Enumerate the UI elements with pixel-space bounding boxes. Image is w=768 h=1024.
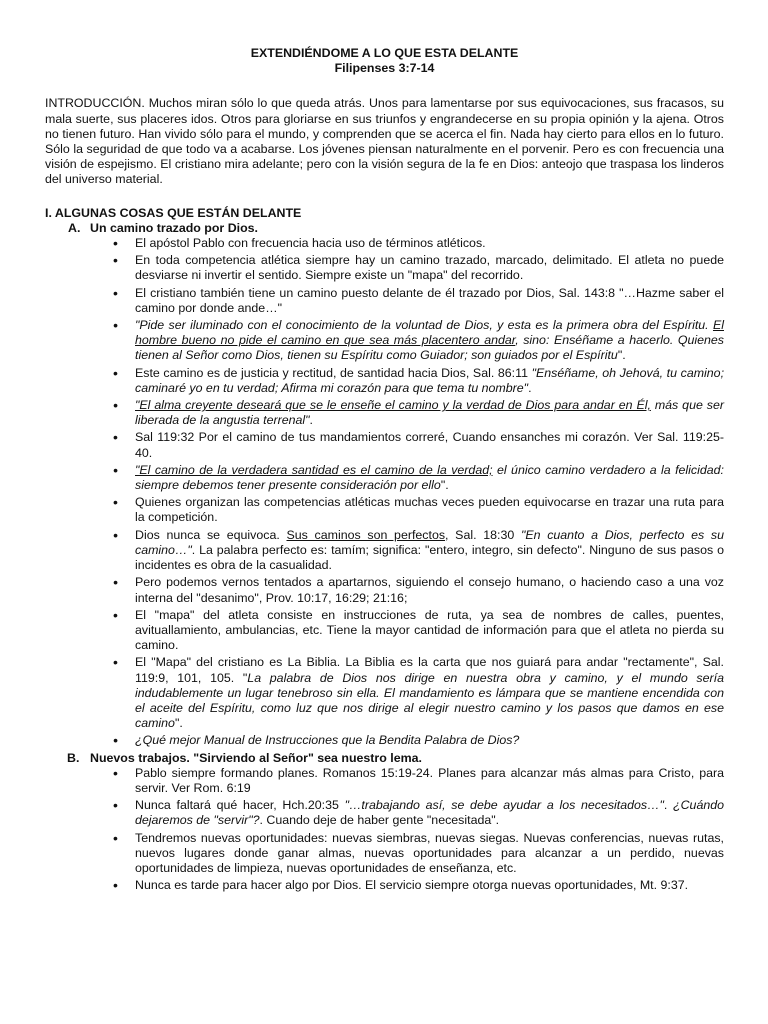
document-subtitle: Filipenses 3:7-14 [334,61,435,76]
subsection-letter: A. [68,220,81,235]
list-item-text: . [663,798,674,813]
quote-close: ". [440,478,449,493]
quote-text: más que ser liberada de la angustia terrenal" [135,398,724,428]
section-heading-1: I. ALGUNAS COSAS QUE ESTÁN DELANTE [45,205,302,220]
list-item [135,286,724,316]
list-item [135,766,724,796]
quote-text: "En cuanto a Dios, perfecto es su camino…" [135,527,724,557]
underlined-quote: El hombre bueno no pide el camino en que sea más placentero andar [135,318,724,348]
document-title: EXTENDIÉNDOME A LO QUE ESTA DELANTE [250,46,519,60]
list-item-text: El "Mapa" del cristiano es La Biblia. La Biblia es la carta que nos guiará para andar "rectamente", Sal. 119:9, 101, 105. " [135,655,724,685]
list-item [135,878,724,893]
list-item [135,430,724,460]
list-item [135,733,724,748]
list-item-text: Dios nunca se equivoca. [135,527,287,542]
list-item-text: ". [174,716,183,731]
quote-close: ". [617,348,626,363]
list-item-text: ¿Qué mejor Manual de Instrucciones que la Bendita Palabra de Dios? [135,733,520,748]
quote-text: "Enséñame, oh Jehová, tu camino; caminaré yo en tu verdad; Afirma mi corazón para que tema tu nombre" [135,365,725,395]
introduction-paragraph: INTRODUCCIÓN. Muchos miran sólo lo que queda atrás. Unos para lamentarse por sus equivocaciones, sus fracasos, su mala suerte, sus placeres idos. Otros para gloriarse en sus triunfos y engrandecerse en su propia opinión y la ajena. Otros no tienen futuro. Han vivido sólo para el mundo, y comprenden que se acerca el fin. Nada hay cierto para ellos en lo futuro. Sólo la seguridad de que todo va a acabarse. Los jóvenes piensan naturalmente en el porvenir. Pero es con frecuencia una visión de espejismo. El cristiano mira adelante; pero con la visión segura de la fe en Dios: anteojo que traspasa los linderos del universo material. [45,96,724,187]
list-item-text: Pablo siempre formando planes. Romanos 15:19-24. Planes para alcanzar más almas para Cristo, para servir. Ver Rom. 6:19 [135,765,724,795]
list-item-text: En toda competencia atlética siempre hay un camino trazado, marcado, delimitado. El atleta no puede desviarse ni invertir el sentido. Siempre existe un "mapa" del recorrido. [135,253,724,283]
subsection-heading-a [68,221,724,236]
list-item [135,253,724,283]
list-item-text: . [528,380,532,395]
list-item-text: El cristiano también tiene un camino puesto delante de él trazado por Dios, Sal. 143:8 "…Hazme saber el camino por donde ande…" [135,285,724,315]
quote-close: . [309,413,313,428]
list-item-text: Quienes organizan las competencias atléticas muchas veces pueden equivocarse en trazar una ruta para la competición. [135,495,724,525]
list-item [135,463,724,493]
quote-text: "…trabajando así, se debe ayudar a los necesitados…" [344,798,664,813]
list-item-text: . La palabra perfecto es: tamím; significa: "entero, integro, sin defecto". Ninguno de sus pasos o incidentes es obra de la casualidad. [135,542,724,573]
list-item [135,528,724,574]
list-item-text: . Cuando deje de haber gente "necesitada". [259,813,500,828]
list-item-text: El "mapa" del atleta consiste en instrucciones de ruta, ya sea de nombres de calles, puentes, avituallamiento, ambulancias, etc. Tiene la mayor cantidad de información para que el atleta no pierda su camino. [135,607,724,653]
quote-text: el único camino verdadero a la felicidad: siempre debemos tener presente consideración por ello [135,462,724,493]
quote-text: La palabra de Dios nos dirige en nuestra obra y camino, y el mundo sería indudablemente un lugar tenebroso sin ella. El mandamiento es lámpara que se mantiene encendida con el aceite del Espíritu, como luz que nos dirige al elegir nuestro camino y los pasos que damos en ese camino [135,670,724,731]
list-item [135,798,724,828]
list-item [135,398,724,428]
bullet-list-b [45,766,724,894]
subsection-letter: B. [67,750,80,765]
quote-text: , sino: Enséñame a hacerlo. Quienes tienen al Señor como Dios, tienen su Espíritu como Guiador; son guiados por el Espíritu [135,333,725,363]
list-item-text: Pero podemos vernos tentados a apartarnos, siguiendo el consejo humano, o haciendo caso a una voz interna del "desanimo", Prov. 10:17, 16:29; 21:16; [135,575,724,605]
list-item-text: Tendremos nuevas oportunidades: nuevas siembras, nuevas siegas. Nuevas conferencias, nuevas rutas, nuevos lugares donde ganar almas, nuevas oportunidades para alcanzar a un perdido, nuevas oportunidades de limpieza, nuevas oportunidades de enseñanza, etc. [135,830,724,875]
underlined-text: Sus caminos son perfectos [286,527,446,542]
list-item-text: , Sal. 18:30 [445,527,521,542]
list-item [135,831,724,877]
subsection-title: Un camino trazado por Dios. [90,220,258,235]
list-item [135,495,724,525]
list-item [135,655,724,731]
list-item [135,318,724,364]
underlined-quote: "El camino de la verdadera santidad es el camino de la verdad; [135,462,493,477]
subsection-title: Nuevos trabajos. "Sirviendo al Señor" sea nuestro lema. [90,750,422,765]
question-text: ¿Cuándo dejaremos de "servir"? [135,798,725,828]
list-item-text: Este camino es de justicia y rectitud, de santidad hacia Dios, Sal. 86:11 [135,365,532,380]
subsection-heading-b [67,751,724,766]
list-item-text: El apóstol Pablo con frecuencia hacia uso de términos atléticos. [135,236,486,251]
quote-text: "Pide ser iluminado con el conocimiento de la voluntad de Dios, y esta es la primera obra del Espíritu. [135,318,713,333]
bullet-list-a [45,236,724,749]
list-item [135,575,724,605]
list-item [135,366,724,396]
underlined-quote: "El alma creyente deseará que se le enseñe el camino y la verdad de Dios para andar en Él, [135,398,651,413]
list-item-text: Nunca es tarde para hacer algo por Dios. El servicio siempre otorga nuevas oportunidades, Mt. 9:37. [135,878,689,893]
list-item-text: Sal 119:32 Por el camino de tus mandamientos correré, Cuando ensanches mi corazón. Ver Sal. 119:25-40. [135,430,724,460]
list-item-text: Nunca faltará qué hacer, Hch.20:35 [135,798,345,813]
list-item [135,608,724,654]
list-item [135,236,724,251]
